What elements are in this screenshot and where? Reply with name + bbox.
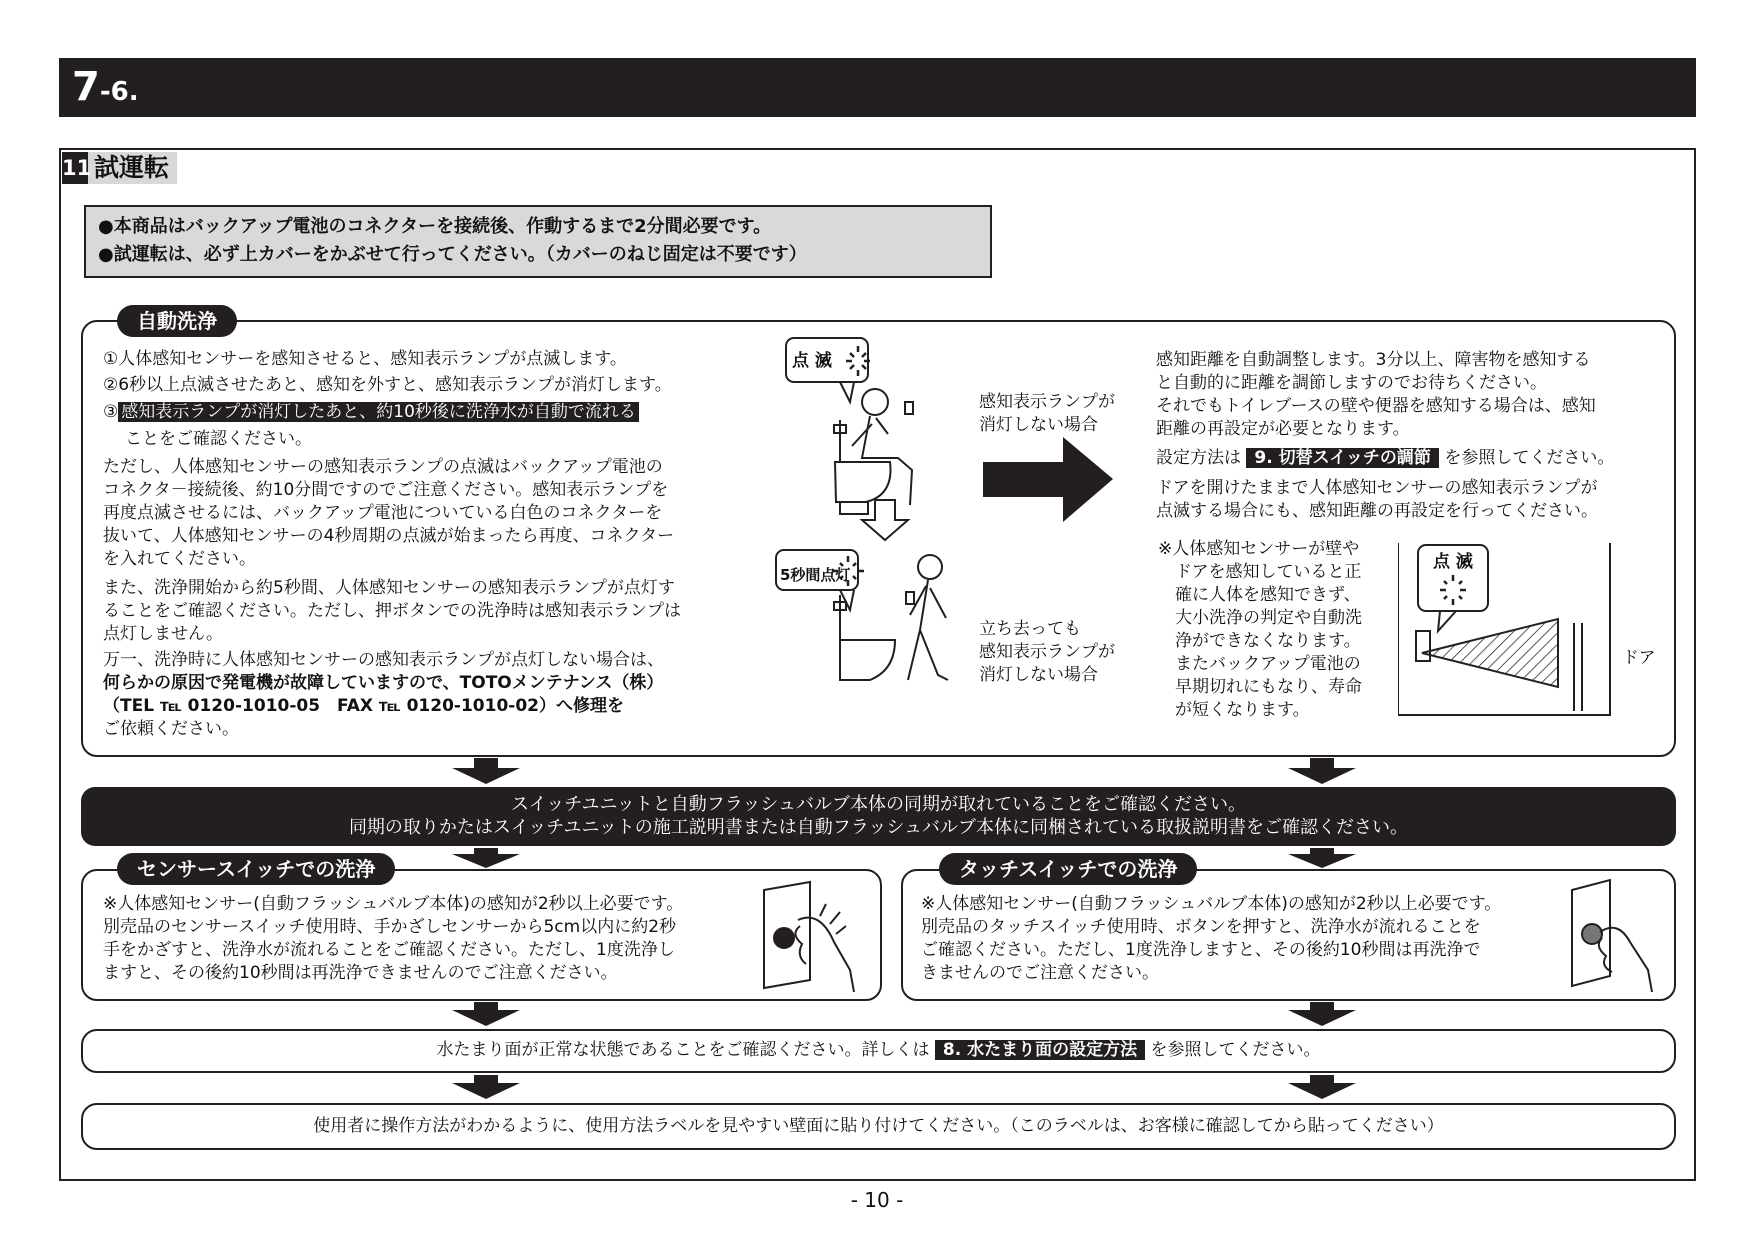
- door-open-text: ドアを開けたままで人体感知センサーの感知表示ランプが 点滅する場合にも、感知距離の再設定を行ってください。: [1156, 478, 1598, 521]
- title-number: 11: [62, 152, 88, 184]
- sensor-switch-icon: [760, 880, 878, 995]
- para-battery: ただし、人体感知センサーの感知表示ランプの点滅はバックアップ電池の コネクタ－接続後、約10分間ですのでご注意ください。感知表示ランプを 再度点滅させるには、バックアップ電池についている白色のコネクターを 抜いて、人体感知センサーの4秒周期の点滅が始まったら再度、コネクター を入れてください。: [103, 457, 675, 569]
- header-bar: [59, 58, 1696, 117]
- bubble-blink-2-text: 点 滅: [1433, 552, 1473, 572]
- step-3-rest: ことをご確認ください。: [125, 429, 312, 449]
- down-arrow-icon: [1288, 848, 1356, 868]
- step-2: ②6秒以上点滅させたあと、感知を外すと、感知表示ランプが消灯します。: [103, 375, 672, 395]
- toilet-illustration: [770, 330, 980, 690]
- section-number: 7-6.: [72, 64, 139, 110]
- title-text: 試運転: [94, 153, 170, 182]
- water-ref-tag: 8. 水たまり面の設定方法: [935, 1040, 1145, 1060]
- para-lamp: また、洗浄開始から約5秒間、人体感知センサーの感知表示ランプが点灯す ることをご確認ください。ただし、押ボタンでの洗浄時は感知表示ランプは 点灯しません。: [103, 578, 681, 644]
- step-1: ①人体感知センサーを感知させると、感知表示ランプが点滅します。: [103, 349, 627, 369]
- touch-switch-label: タッチスイッチでの洗浄: [939, 853, 1197, 885]
- case-leave: 立ち去っても 感知表示ランプが 消灯しない場合: [979, 619, 1115, 685]
- wall-note: ※人体感知センサーが壁や ドアを感知していると正 確に人体を感知できず、 大小洗浄の判定や自動洗 浄ができなくなります。 またバックアップ電池の 早期切れにもなり、寿命 が短くなります。: [1158, 539, 1362, 720]
- down-arrow-icon: [1288, 758, 1356, 784]
- page-number: - 10 -: [850, 1188, 904, 1212]
- auto-adjust-text: 感知距離を自動調整します。3分以上、障害物を感知する と自動的に距離を調節しますのでお待ちください。 それでもトイレブースの壁や便器を感知する場合は、感知 距離の再設定が必要となります。: [1156, 350, 1596, 439]
- case-not-off: 感知表示ランプが 消灯しない場合: [979, 392, 1115, 435]
- notice-line: ●本商品はバックアップ電池のコネクターを接続後、作動するまで2分間必要です。: [98, 216, 772, 237]
- para-repair: 万一、洗浄時に人体感知センサーの感知表示ランプが点灯しない場合は、 何らかの原因で発電機が故障していますので、TOTOメンテナンス（株） （TEL ℡ 0120-1010-05 FAX ℡ 0120-1010-02）へ修理を ご依頼ください。: [103, 650, 664, 739]
- down-arrow-icon: [452, 758, 520, 784]
- sync-bar: スイッチユニットと自動フラッシュバルブ本体の同期が取れていることをご確認ください。 同期の取りかたはスイッチユニットの施工説明書または自動フラッシュバルブ本体に同梱されている取扱説明書をご確認ください。: [81, 787, 1676, 846]
- down-arrow-icon: [1288, 1075, 1356, 1099]
- sensor-switch-label: センサースイッチでの洗浄: [117, 853, 395, 885]
- auto-wash-label: 自動洗浄: [117, 305, 237, 337]
- down-arrow-icon: [452, 1075, 520, 1099]
- setting-method: 設定方法は 9. 切替スイッチの調節 を参照してください。: [1156, 448, 1615, 468]
- notice-box: [84, 205, 992, 278]
- down-arrow-icon: [1288, 1002, 1356, 1026]
- usage-label-text: 使用者に操作方法がわかるように、使用方法ラベルを見やすい壁面に貼り付けてください。（このラベルは、お客様に確認してから貼ってください）: [313, 1116, 1444, 1136]
- door-label: ドア: [1622, 648, 1656, 668]
- sensor-switch-text: ※人体感知センサー(自動フラッシュバルブ本体)の感知が2秒以上必要です。 別売品のセンサースイッチ使用時、手かざしセンサーから5cm以内に約2秒 手をかざすと、洗浄水が流れることをご確認ください。ただし、1度洗浄し ますと、その後約10秒間は再洗浄できませんのでご注意ください。: [103, 894, 684, 983]
- right-arrow-icon: [983, 437, 1113, 522]
- step-3-highlight: 感知表示ランプが消灯したあと、約10秒後に洗浄水が自動で流れる: [118, 402, 639, 422]
- sensor-range-diagram: [1398, 543, 1618, 718]
- step-3: ③ 感知表示ランプが消灯したあと、約10秒後に洗浄水が自動で流れる: [103, 401, 639, 424]
- down-arrow-icon: [452, 1002, 520, 1026]
- notice-line: ●試運転は、必ず上カバーをかぶせて行ってください。（カバーのねじ固定は不要です）: [98, 244, 807, 265]
- bubble-lit-text: 5秒間点灯: [780, 566, 851, 584]
- setting-ref-tag: 9. 切替スイッチの調節: [1246, 448, 1439, 468]
- down-arrow-icon: [452, 848, 520, 868]
- water-surface-text: 水たまり面が正常な状態であることをご確認ください。詳しくは 8. 水たまり面の設定方法 を参照してください。: [436, 1040, 1321, 1060]
- touch-switch-icon: [1568, 876, 1668, 996]
- bubble-blink-text: 点 滅: [792, 351, 832, 371]
- section-title: [62, 152, 177, 184]
- touch-switch-text: ※人体感知センサー(自動フラッシュバルブ本体)の感知が2秒以上必要です。 別売品のタッチスイッチ使用時、ボタンを押すと、洗浄水が流れることを ご確認ください。ただし、1度洗浄しますと、その後約10秒間は再洗浄で きませんのでご注意ください。: [921, 894, 1502, 983]
